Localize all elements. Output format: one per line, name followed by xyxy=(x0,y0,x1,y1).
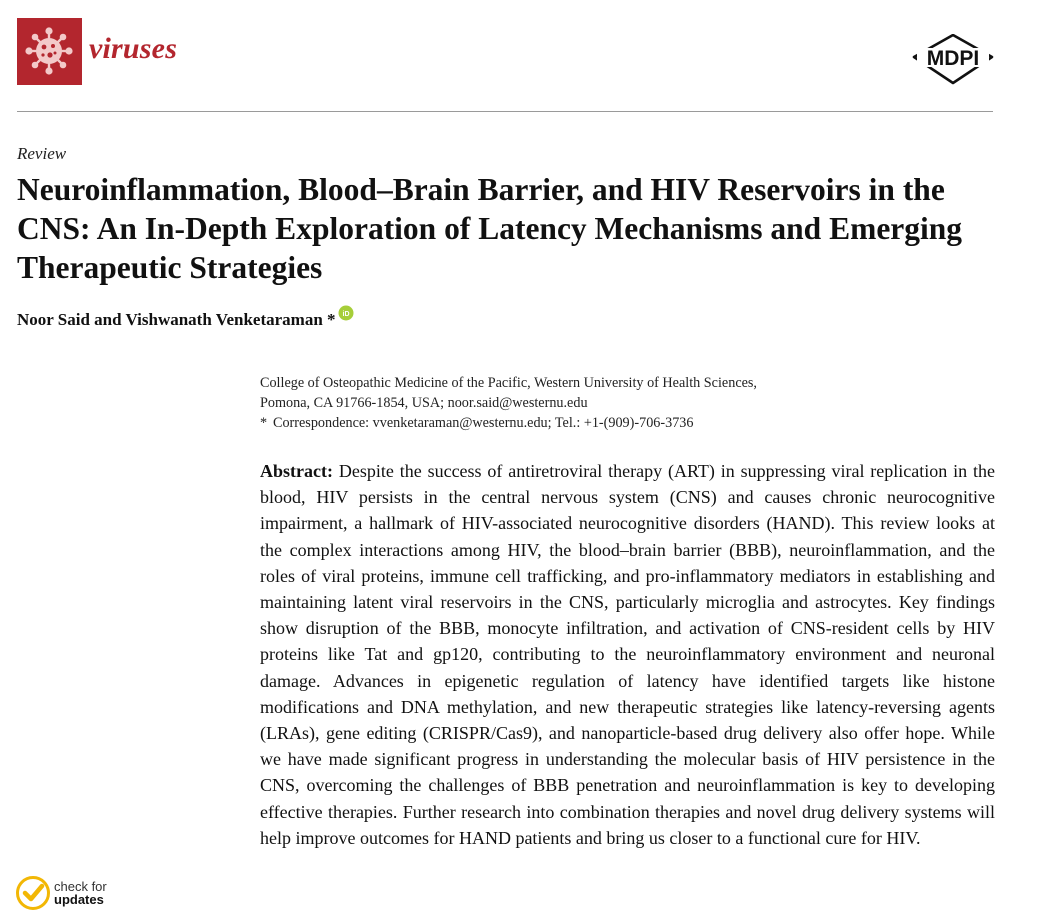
check-updates-line1: check for xyxy=(54,879,107,894)
check-updates-line2: updates xyxy=(54,892,104,907)
abstract xyxy=(260,458,995,851)
mdpi-logo xyxy=(911,34,995,91)
author-names: Noor Said and Vishwanath Venketaraman * xyxy=(17,309,336,329)
affiliation-block xyxy=(260,373,980,433)
orcid-icon[interactable] xyxy=(338,305,354,326)
correspondence-text: Correspondence: vvenketaraman@westernu.edu; Tel.: +1-(909)-706-3736 xyxy=(273,415,694,431)
affiliation-line: Pomona, CA 91766-1854, USA; noor.said@westernu.edu xyxy=(260,395,588,411)
virus-icon xyxy=(17,18,82,85)
correspondence-mark: * xyxy=(260,415,268,431)
abstract-text: Despite the success of antiretroviral therapy (ART) in suppressing viral replication in the blood, HIV persists in the central nervous system (CNS) and causes chronic neurocognitive impairment, a hallmark of HIV-associated neurocognitive disorders (HAND). This review looks at the complex interactions among HIV, the blood–brain barrier (BBB), neuroinflammation, and the roles of viral proteins, immune cell trafficking, and pro-inflammatory mediators in establishing and maintaining latent viral reservoirs in the CNS, particularly microglia and astrocytes. Key findings show disruption of the BBB, monocyte infiltration, and activation of CNS-resident cells by HIV proteins like Tat and gp120, contributing to the neuroinflammatory environment and neuronal damage. Advances in epigenetic regulation of latency have identified targets like histone modifications and DNA methylation, and new therapeutic strategies like latency-reversing agents (LRAs), gene editing (CRISPR/Cas9), and nanoparticle-based drug delivery also offer hope. While we have made significant progress in understanding the molecular basis of HIV persistence in the CNS, overcoming the challenges of BBB penetration and neuroinflammation is key to developing effective therapies. Further research into combination therapies and novel drug delivery systems will help improve outcomes for HAND patients and bring us closer to a functional cure for HIV. xyxy=(260,461,996,848)
correspondence-line xyxy=(260,413,980,433)
affiliation-line: College of Osteopathic Medicine of the Pacific, Western University of Health Sciences, xyxy=(260,375,757,391)
svg-text:iD: iD xyxy=(342,311,350,318)
journal-logo xyxy=(17,18,82,85)
abstract-label: Abstract: xyxy=(260,461,333,481)
checkmark-badge-icon xyxy=(16,876,50,910)
header-divider xyxy=(17,111,993,112)
article-title: Neuroinflammation, Blood–Brain Barrier, and HIV Reservoirs in the CNS: An In-Depth Exploration of Latency Mechanisms and Emerging Therapeutic Strategies xyxy=(17,172,963,285)
authors xyxy=(17,309,354,330)
article-type: Review xyxy=(17,144,67,163)
check-for-updates-badge[interactable] xyxy=(16,876,107,910)
publisher-name: MDPI xyxy=(926,47,980,70)
journal-name: viruses xyxy=(89,32,178,65)
